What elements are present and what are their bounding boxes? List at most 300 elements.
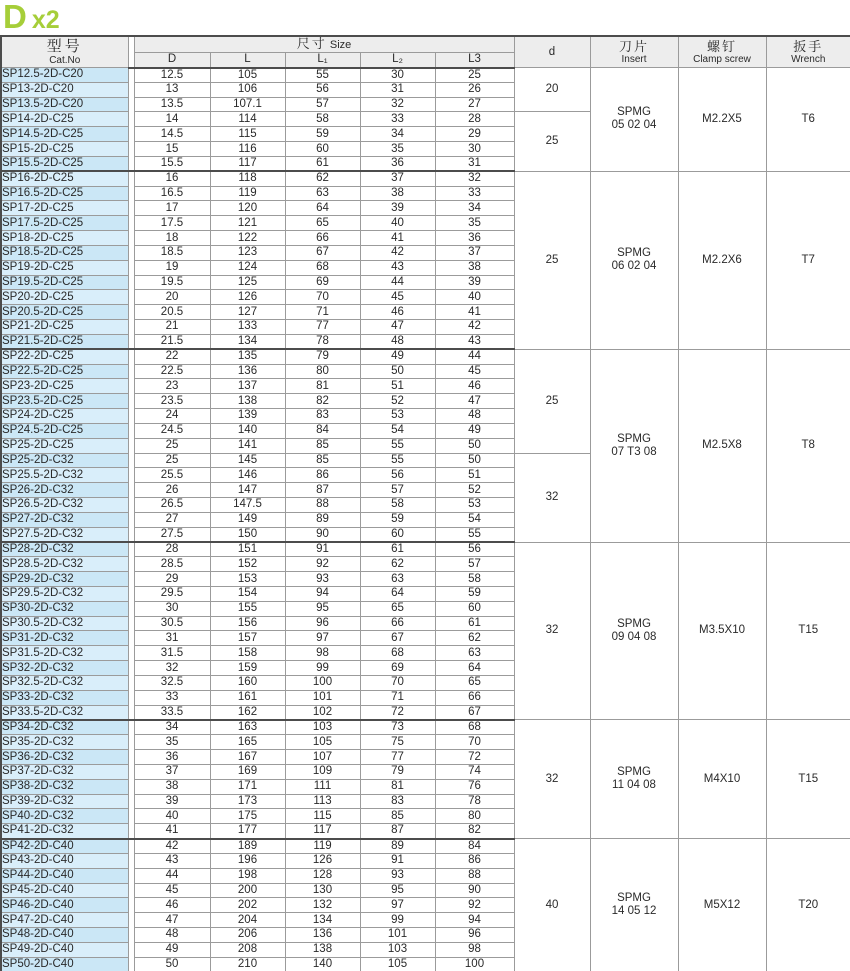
- insert-line1: SPMG: [617, 106, 651, 119]
- col-L1-cell: 83: [285, 409, 360, 424]
- col-L1-cell: 69: [285, 275, 360, 290]
- cat-no-cell: SP29.5-2D-C32: [1, 586, 128, 601]
- col-L3-cell: 33: [435, 186, 514, 201]
- cat-no-cell: SP47-2D-C40: [1, 913, 128, 928]
- cat-no-cell: SP25.5-2D-C32: [1, 468, 128, 483]
- col-L2-cell: 45: [360, 290, 435, 305]
- col-L3-cell: 26: [435, 82, 514, 97]
- col-D-cell: 31: [134, 631, 210, 646]
- col-L3-cell: 68: [435, 720, 514, 735]
- col-L2-cell: 52: [360, 394, 435, 409]
- cat-no-cell: SP49-2D-C40: [1, 942, 128, 957]
- col-D-cell: 14.5: [134, 127, 210, 142]
- col-D-cell: 22.5: [134, 364, 210, 379]
- col-D-cell: 17: [134, 201, 210, 216]
- d-value-cell: 32: [514, 720, 590, 839]
- col-L3-cell: 58: [435, 572, 514, 587]
- col-L-cell: 196: [210, 853, 285, 868]
- col-L2-cell: 66: [360, 616, 435, 631]
- col-L2-cell: 54: [360, 423, 435, 438]
- col-L1-cell: 101: [285, 690, 360, 705]
- wrench-cell: T15: [766, 720, 850, 839]
- spec-row: [1, 720, 850, 735]
- col-L2-cell: 39: [360, 201, 435, 216]
- col-L3-cell: 92: [435, 898, 514, 913]
- col-D-cell: 22: [134, 349, 210, 364]
- col-L-cell: 204: [210, 913, 285, 928]
- col-L-cell: 136: [210, 364, 285, 379]
- col-L3-cell: 51: [435, 468, 514, 483]
- col-L2-cell: 93: [360, 868, 435, 883]
- col-L1-cell: 80: [285, 364, 360, 379]
- table-body: [1, 68, 850, 971]
- col-L2-cell: 89: [360, 839, 435, 854]
- col-L1-cell: 96: [285, 616, 360, 631]
- col-L-cell: 140: [210, 423, 285, 438]
- cat-no-cell: SP18.5-2D-C25: [1, 245, 128, 260]
- col-D-cell: 34: [134, 720, 210, 735]
- col-D-cell: 27.5: [134, 527, 210, 542]
- cat-no-cell: SP33.5-2D-C32: [1, 705, 128, 720]
- cat-no-cell: SP31.5-2D-C32: [1, 646, 128, 661]
- clamp-screw-cell: M4X10: [678, 720, 766, 839]
- header-size: [134, 36, 514, 53]
- col-L-cell: 141: [210, 438, 285, 453]
- col-L3-cell: 35: [435, 216, 514, 231]
- cat-no-cell: SP13.5-2D-C20: [1, 97, 128, 112]
- col-L1-cell: 61: [285, 156, 360, 171]
- col-L1-cell: 71: [285, 305, 360, 320]
- cat-no-cell: SP50-2D-C40: [1, 957, 128, 971]
- col-D-cell: 25.5: [134, 468, 210, 483]
- col-L-cell: 154: [210, 586, 285, 601]
- col-D-cell: 29.5: [134, 586, 210, 601]
- col-L1-cell: 60: [285, 142, 360, 157]
- col-L-cell: 107.1: [210, 97, 285, 112]
- col-L2-cell: 65: [360, 601, 435, 616]
- col-L3-cell: 70: [435, 735, 514, 750]
- col-L3-cell: 56: [435, 542, 514, 557]
- wrench-cell: T6: [766, 68, 850, 172]
- cat-no-cell: SP16-2D-C25: [1, 171, 128, 186]
- d-value-cell: 25: [514, 349, 590, 453]
- cat-no-cell: SP37-2D-C32: [1, 764, 128, 779]
- col-L-cell: 161: [210, 690, 285, 705]
- col-D-cell: 26.5: [134, 498, 210, 513]
- col-D-cell: 13: [134, 82, 210, 97]
- col-L1-cell: 130: [285, 883, 360, 898]
- col-L2-cell: 36: [360, 156, 435, 171]
- col-L2-cell: 70: [360, 675, 435, 690]
- col-L-cell: 153: [210, 572, 285, 587]
- col-L1-cell: 92: [285, 557, 360, 572]
- col-L1-cell: 138: [285, 942, 360, 957]
- col-L-cell: 158: [210, 646, 285, 661]
- col-L2-cell: 40: [360, 216, 435, 231]
- cat-no-cell: SP41-2D-C32: [1, 824, 128, 839]
- cat-no-cell: SP27.5-2D-C32: [1, 527, 128, 542]
- col-L2-cell: 34: [360, 127, 435, 142]
- cat-no-cell: SP30-2D-C32: [1, 601, 128, 616]
- col-L-cell: 134: [210, 334, 285, 349]
- col-L1-cell: 88: [285, 498, 360, 513]
- col-L3-cell: 44: [435, 349, 514, 364]
- col-D-cell: 33: [134, 690, 210, 705]
- col-D-cell: 21.5: [134, 334, 210, 349]
- col-L3-cell: 52: [435, 483, 514, 498]
- col-L1-cell: 59: [285, 127, 360, 142]
- col-L-cell: 123: [210, 245, 285, 260]
- col-L3-cell: 98: [435, 942, 514, 957]
- col-L1-cell: 78: [285, 334, 360, 349]
- cat-no-cell: SP20-2D-C25: [1, 290, 128, 305]
- col-L3-cell: 84: [435, 839, 514, 854]
- header-col-L2: L₂: [360, 53, 435, 68]
- col-L2-cell: 50: [360, 364, 435, 379]
- col-L2-cell: 64: [360, 586, 435, 601]
- insert-cell: [590, 720, 678, 839]
- cat-no-cell: SP30.5-2D-C32: [1, 616, 128, 631]
- table-header: [1, 36, 850, 68]
- col-L2-cell: 55: [360, 438, 435, 453]
- wrench-cell: T20: [766, 839, 850, 971]
- wrench-cell: T15: [766, 542, 850, 720]
- header-clamp-screw: [678, 36, 766, 68]
- cat-no-cell: SP21-2D-C25: [1, 320, 128, 335]
- col-D-cell: 42: [134, 839, 210, 854]
- col-D-cell: 16.5: [134, 186, 210, 201]
- col-L2-cell: 33: [360, 112, 435, 127]
- col-L2-cell: 77: [360, 750, 435, 765]
- header-d: d: [514, 36, 590, 68]
- cat-no-cell: SP33-2D-C32: [1, 690, 128, 705]
- spec-row: [1, 349, 850, 364]
- col-L2-cell: 69: [360, 661, 435, 676]
- col-D-cell: 24: [134, 409, 210, 424]
- col-L1-cell: 136: [285, 928, 360, 943]
- col-L1-cell: 94: [285, 586, 360, 601]
- col-L-cell: 126: [210, 290, 285, 305]
- d-value-cell: 25: [514, 112, 590, 171]
- col-L3-cell: 28: [435, 112, 514, 127]
- col-L-cell: 120: [210, 201, 285, 216]
- col-L-cell: 105: [210, 68, 285, 83]
- col-D-cell: 20.5: [134, 305, 210, 320]
- cat-no-cell: SP22-2D-C25: [1, 349, 128, 364]
- header-row-1: [1, 36, 850, 53]
- insert-line2: 09 04 08: [611, 630, 657, 643]
- col-L2-cell: 79: [360, 764, 435, 779]
- col-L3-cell: 67: [435, 705, 514, 720]
- col-L2-cell: 97: [360, 898, 435, 913]
- cat-no-cell: SP15-2D-C25: [1, 142, 128, 157]
- col-L1-cell: 63: [285, 186, 360, 201]
- page-title: [0, 0, 850, 35]
- col-L-cell: 155: [210, 601, 285, 616]
- col-L3-cell: 34: [435, 201, 514, 216]
- col-L1-cell: 87: [285, 483, 360, 498]
- col-D-cell: 38: [134, 779, 210, 794]
- col-L3-cell: 50: [435, 438, 514, 453]
- cat-no-cell: SP23-2D-C25: [1, 379, 128, 394]
- cat-no-cell: SP14-2D-C25: [1, 112, 128, 127]
- col-D-cell: 48: [134, 928, 210, 943]
- cat-no-cell: SP40-2D-C32: [1, 809, 128, 824]
- col-D-cell: 29: [134, 572, 210, 587]
- header-cat-no: [1, 36, 128, 68]
- col-D-cell: 16: [134, 171, 210, 186]
- col-D-cell: 30: [134, 601, 210, 616]
- col-L1-cell: 128: [285, 868, 360, 883]
- col-L3-cell: 48: [435, 409, 514, 424]
- col-L1-cell: 103: [285, 720, 360, 735]
- wrench-cell: T7: [766, 171, 850, 349]
- col-L3-cell: 43: [435, 334, 514, 349]
- col-L2-cell: 73: [360, 720, 435, 735]
- cat-no-cell: SP46-2D-C40: [1, 898, 128, 913]
- header-clamp-screw-zh: 螺钉: [706, 38, 737, 54]
- col-L2-cell: 47: [360, 320, 435, 335]
- col-L1-cell: 70: [285, 290, 360, 305]
- col-L2-cell: 30: [360, 68, 435, 83]
- col-L2-cell: 72: [360, 705, 435, 720]
- col-L-cell: 200: [210, 883, 285, 898]
- title-text-x2: x2: [31, 6, 60, 34]
- insert-line2: 11 04 08: [612, 779, 656, 792]
- col-L-cell: 160: [210, 675, 285, 690]
- col-L1-cell: 91: [285, 542, 360, 557]
- col-L1-cell: 99: [285, 661, 360, 676]
- header-insert: [590, 36, 678, 68]
- col-L1-cell: 85: [285, 438, 360, 453]
- header-wrench: [766, 36, 850, 68]
- col-L1-cell: 105: [285, 735, 360, 750]
- col-L-cell: 133: [210, 320, 285, 335]
- header-wrench-en: Wrench: [791, 53, 826, 65]
- col-L1-cell: 86: [285, 468, 360, 483]
- col-L2-cell: 57: [360, 483, 435, 498]
- spec-table: [0, 35, 850, 971]
- col-L2-cell: 44: [360, 275, 435, 290]
- col-L1-cell: 58: [285, 112, 360, 127]
- col-D-cell: 37: [134, 764, 210, 779]
- cat-no-cell: SP13-2D-C20: [1, 82, 128, 97]
- col-L-cell: 157: [210, 631, 285, 646]
- col-L-cell: 202: [210, 898, 285, 913]
- header-size-zh: 尺寸: [296, 36, 327, 51]
- col-D-cell: 40: [134, 809, 210, 824]
- col-L-cell: 156: [210, 616, 285, 631]
- col-L2-cell: 42: [360, 245, 435, 260]
- col-L-cell: 167: [210, 750, 285, 765]
- col-L1-cell: 95: [285, 601, 360, 616]
- col-L1-cell: 140: [285, 957, 360, 971]
- header-col-L1: L₁: [285, 53, 360, 68]
- cat-no-cell: SP14.5-2D-C25: [1, 127, 128, 142]
- cat-no-cell: SP27-2D-C32: [1, 512, 128, 527]
- col-L2-cell: 37: [360, 171, 435, 186]
- col-L1-cell: 126: [285, 853, 360, 868]
- col-L2-cell: 62: [360, 557, 435, 572]
- col-L1-cell: 98: [285, 646, 360, 661]
- d-value-cell: 32: [514, 542, 590, 720]
- col-D-cell: 35: [134, 735, 210, 750]
- col-L2-cell: 31: [360, 82, 435, 97]
- cat-no-cell: SP48-2D-C40: [1, 928, 128, 943]
- cat-no-cell: SP25-2D-C32: [1, 453, 128, 468]
- col-L2-cell: 56: [360, 468, 435, 483]
- col-L3-cell: 61: [435, 616, 514, 631]
- col-L3-cell: 72: [435, 750, 514, 765]
- col-L3-cell: 50: [435, 453, 514, 468]
- insert-line1: SPMG: [617, 617, 651, 630]
- col-D-cell: 41: [134, 824, 210, 839]
- col-L2-cell: 81: [360, 779, 435, 794]
- col-L-cell: 206: [210, 928, 285, 943]
- col-L2-cell: 75: [360, 735, 435, 750]
- col-D-cell: 19.5: [134, 275, 210, 290]
- col-L-cell: 163: [210, 720, 285, 735]
- clamp-screw-cell: M5X12: [678, 839, 766, 971]
- col-D-cell: 28: [134, 542, 210, 557]
- col-D-cell: 45: [134, 883, 210, 898]
- col-L3-cell: 42: [435, 320, 514, 335]
- col-L1-cell: 85: [285, 453, 360, 468]
- col-D-cell: 32: [134, 661, 210, 676]
- cat-no-cell: SP32-2D-C32: [1, 661, 128, 676]
- col-D-cell: 49: [134, 942, 210, 957]
- header-insert-zh: 刀片: [618, 38, 649, 54]
- cat-no-cell: SP20.5-2D-C25: [1, 305, 128, 320]
- col-L-cell: 171: [210, 779, 285, 794]
- clamp-screw-cell: M3.5X10: [678, 542, 766, 720]
- cat-no-cell: SP31-2D-C32: [1, 631, 128, 646]
- cat-no-cell: SP17-2D-C25: [1, 201, 128, 216]
- col-L-cell: 135: [210, 349, 285, 364]
- insert-line1: SPMG: [617, 432, 651, 445]
- col-L1-cell: 111: [285, 779, 360, 794]
- col-L2-cell: 105: [360, 957, 435, 971]
- clamp-screw-cell: M2.2X6: [678, 171, 766, 349]
- col-D-cell: 30.5: [134, 616, 210, 631]
- d-value-cell: 25: [514, 171, 590, 349]
- cat-no-cell: SP28.5-2D-C32: [1, 557, 128, 572]
- col-L2-cell: 51: [360, 379, 435, 394]
- col-L2-cell: 103: [360, 942, 435, 957]
- col-L3-cell: 36: [435, 231, 514, 246]
- col-D-cell: 25: [134, 453, 210, 468]
- cat-no-cell: SP35-2D-C32: [1, 735, 128, 750]
- col-L-cell: 106: [210, 82, 285, 97]
- col-D-cell: 43: [134, 853, 210, 868]
- title-text-d: D: [3, 0, 28, 35]
- col-D-cell: 26: [134, 483, 210, 498]
- col-L1-cell: 119: [285, 839, 360, 854]
- insert-cell: [590, 839, 678, 971]
- col-L3-cell: 38: [435, 260, 514, 275]
- header-col-L3: L3: [435, 53, 514, 68]
- col-L1-cell: 65: [285, 216, 360, 231]
- col-L-cell: 150: [210, 527, 285, 542]
- col-L2-cell: 101: [360, 928, 435, 943]
- header-col-L: L: [210, 53, 285, 68]
- col-L2-cell: 58: [360, 498, 435, 513]
- col-L3-cell: 62: [435, 631, 514, 646]
- col-L3-cell: 53: [435, 498, 514, 513]
- col-L1-cell: 62: [285, 171, 360, 186]
- col-L2-cell: 32: [360, 97, 435, 112]
- col-D-cell: 25: [134, 438, 210, 453]
- cat-no-cell: SP22.5-2D-C25: [1, 364, 128, 379]
- header-clamp-screw-en: Clamp screw: [693, 53, 751, 65]
- col-L-cell: 152: [210, 557, 285, 572]
- col-L1-cell: 132: [285, 898, 360, 913]
- col-L3-cell: 45: [435, 364, 514, 379]
- insert-line1: SPMG: [617, 247, 651, 260]
- insert-line1: SPMG: [617, 892, 651, 905]
- col-L-cell: 122: [210, 231, 285, 246]
- col-L-cell: 119: [210, 186, 285, 201]
- cat-no-cell: SP12.5-2D-C20: [1, 68, 128, 83]
- col-L-cell: 121: [210, 216, 285, 231]
- col-L1-cell: 89: [285, 512, 360, 527]
- cat-no-cell: SP29-2D-C32: [1, 572, 128, 587]
- col-L1-cell: 81: [285, 379, 360, 394]
- header-cat-no-en: Cat.No: [49, 54, 81, 66]
- col-L2-cell: 68: [360, 646, 435, 661]
- col-L1-cell: 117: [285, 824, 360, 839]
- col-L3-cell: 60: [435, 601, 514, 616]
- col-L-cell: 208: [210, 942, 285, 957]
- col-L3-cell: 29: [435, 127, 514, 142]
- col-L-cell: 169: [210, 764, 285, 779]
- col-D-cell: 13.5: [134, 97, 210, 112]
- cat-no-cell: SP26.5-2D-C32: [1, 498, 128, 513]
- cat-no-cell: SP24.5-2D-C25: [1, 423, 128, 438]
- col-L3-cell: 30: [435, 142, 514, 157]
- col-L3-cell: 49: [435, 423, 514, 438]
- col-L2-cell: 55: [360, 453, 435, 468]
- col-L-cell: 147: [210, 483, 285, 498]
- col-L2-cell: 95: [360, 883, 435, 898]
- col-L3-cell: 59: [435, 586, 514, 601]
- col-L3-cell: 94: [435, 913, 514, 928]
- col-D-cell: 17.5: [134, 216, 210, 231]
- col-L2-cell: 99: [360, 913, 435, 928]
- col-L1-cell: 67: [285, 245, 360, 260]
- col-L2-cell: 60: [360, 527, 435, 542]
- col-L2-cell: 83: [360, 794, 435, 809]
- cat-no-cell: SP19-2D-C25: [1, 260, 128, 275]
- col-D-cell: 47: [134, 913, 210, 928]
- col-L-cell: 146: [210, 468, 285, 483]
- col-D-cell: 46: [134, 898, 210, 913]
- col-L1-cell: 55: [285, 68, 360, 83]
- col-D-cell: 19: [134, 260, 210, 275]
- col-L-cell: 175: [210, 809, 285, 824]
- col-L3-cell: 90: [435, 883, 514, 898]
- col-L1-cell: 79: [285, 349, 360, 364]
- col-D-cell: 28.5: [134, 557, 210, 572]
- col-L3-cell: 100: [435, 957, 514, 971]
- header-cat-no-zh: 型号: [46, 37, 83, 55]
- col-L1-cell: 102: [285, 705, 360, 720]
- cat-no-cell: SP38-2D-C32: [1, 779, 128, 794]
- col-L-cell: 147.5: [210, 498, 285, 513]
- cat-no-cell: SP24-2D-C25: [1, 409, 128, 424]
- col-L3-cell: 88: [435, 868, 514, 883]
- col-L1-cell: 84: [285, 423, 360, 438]
